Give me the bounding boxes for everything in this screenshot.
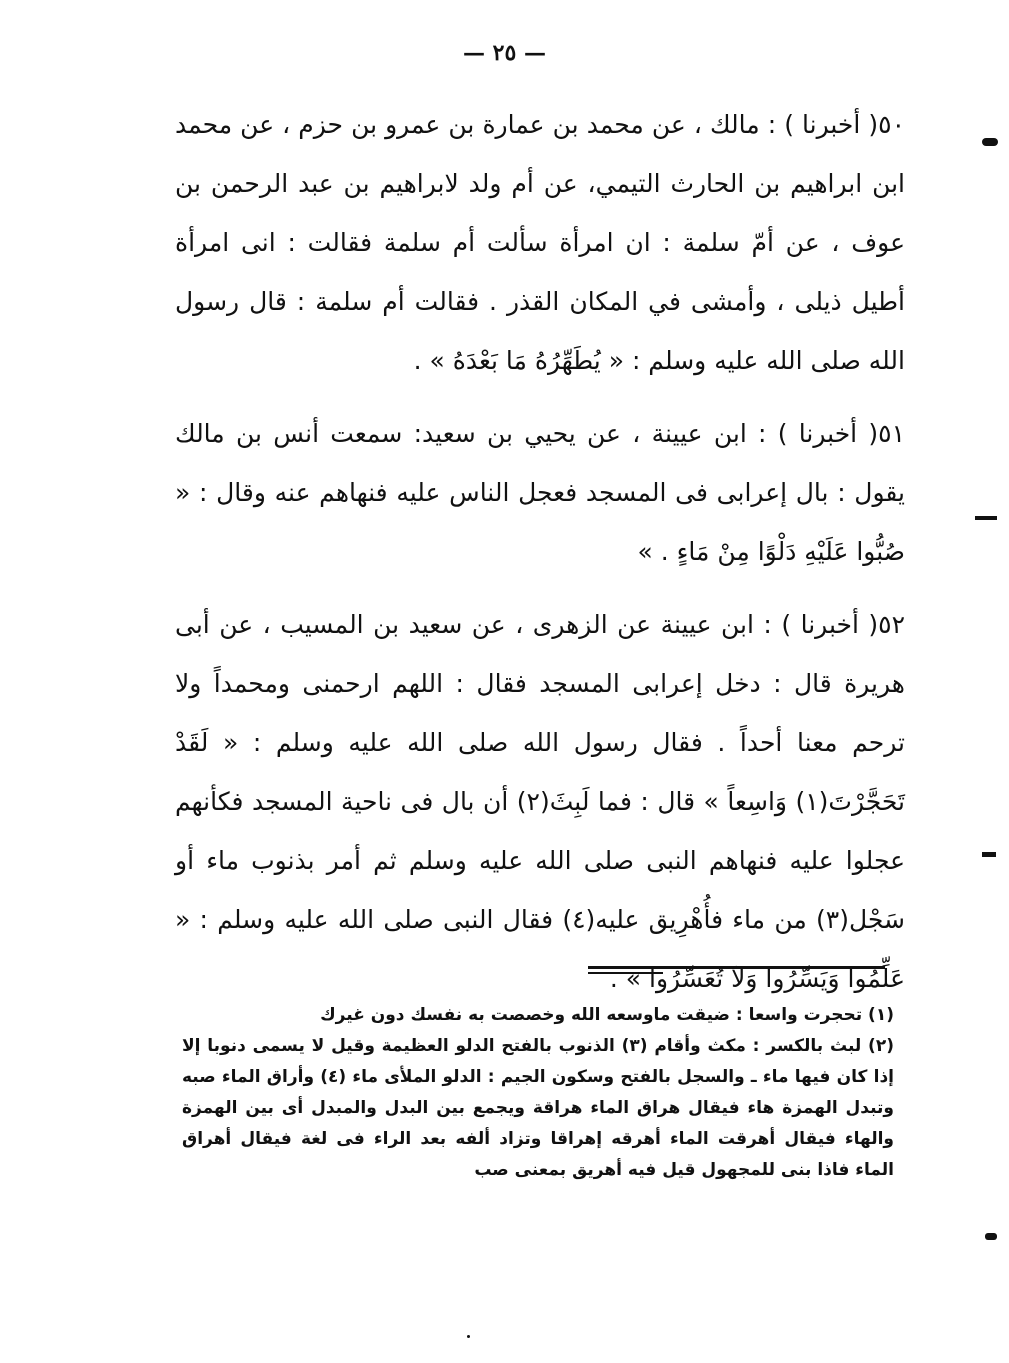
hadith-50: ٥٠( أخبرنا ) : مالك ، عن محمد بن عمارة بن عمرو بن حزم ، عن محمد ابن ابراهيم بن الحارث التيمي، عن أم ولد لابراهيم بن عبد الرحمن بن عوف ، عن أمّ سلمة : ان امرأة سألت أم سلمة فقالت : انى امرأة أطيل ذيلى ، وأمشى في المكان القذر . فقالت أم سلمة : قال رسول الله صلى الله عليه وسلم : « يُطَهِّرُهُ مَا بَعْدَهُ » . [175,110,905,375]
scan-mark-bottom [985,1233,997,1240]
scan-mark-lower [982,852,996,857]
scan-mark-middle [975,516,997,520]
scan-mark-top [982,138,998,146]
footnote-1: (١) تحجرت واسعا : ضيقت ماوسعه الله وخصصت به نفسك دون غيرك [320,1005,894,1025]
hadith-51: ٥١( أخبرنا ) : ابن عيينة ، عن يحيي بن سعيد: سمعت أنس بن مالك يقول : بال إعرابى فى المسجد فعجل الناس عليه فنهاهم عنه وقال : « صُبُّوا عَلَيْهِ دَلْوًا مِنْ مَاءٍ . » [175,419,905,566]
hadith-body [175,95,905,1008]
footnotes [182,1000,894,1186]
footnote-2-4: (٢) لبث بالكسر : مكث وأقام (٣) الذنوب بالفتح الدلو العظيمة وقيل لا يسمى دنوبا إلا إذا كان فيها ماء ـ والسجل بالفتح وسكون الجيم : الدلو الملأى ماء (٤) وأراق الماء صبه وتبدل الهمزة هاء فيقال هراق الماء هراقة ويجمع بين البدل والمبدل أى بين الهمزة والهاء فيقال أهرقت الماء أهرقه إهراقا وتزاد ألفه بعد الراء فى لغة فيقال أهراق الماء فاذا بنى للمجهول قيل فيه أهريق بمعنى صب [182,1036,894,1180]
page-number: — ٢٥ — [463,40,546,66]
scan-dot [467,1335,470,1338]
footnote-separator-short [588,972,663,974]
hadith-52: ٥٢( أخبرنا ) : ابن عيينة عن الزهرى ، عن سعيد بن المسيب ، عن أبى هريرة قال : دخل إعرابى المسجد فقال : اللهم ارحمنى ومحمداً ولا ترحم معنا أحداً . فقال رسول الله صلى الله عليه وسلم : « لَقَدْ تَحَجَّرْتَ(١) وَاسِعاً » قال : فما لَبِثَ(٢) أن بال فى ناحية المسجد فكأنهم عجلوا عليه فنهاهم النبى صلى الله عليه وسلم ثم أمر بذنوب ماء أو سَجْل(٣) من ماء فأُهْرِيق عليه(٤) فقال النبى صلى الله عليه وسلم : « عَلِّمُوا وَيَسِّرُوا وَلاَ تُعَسِّرُوا » . [175,610,905,993]
footnote-separator [588,966,885,969]
